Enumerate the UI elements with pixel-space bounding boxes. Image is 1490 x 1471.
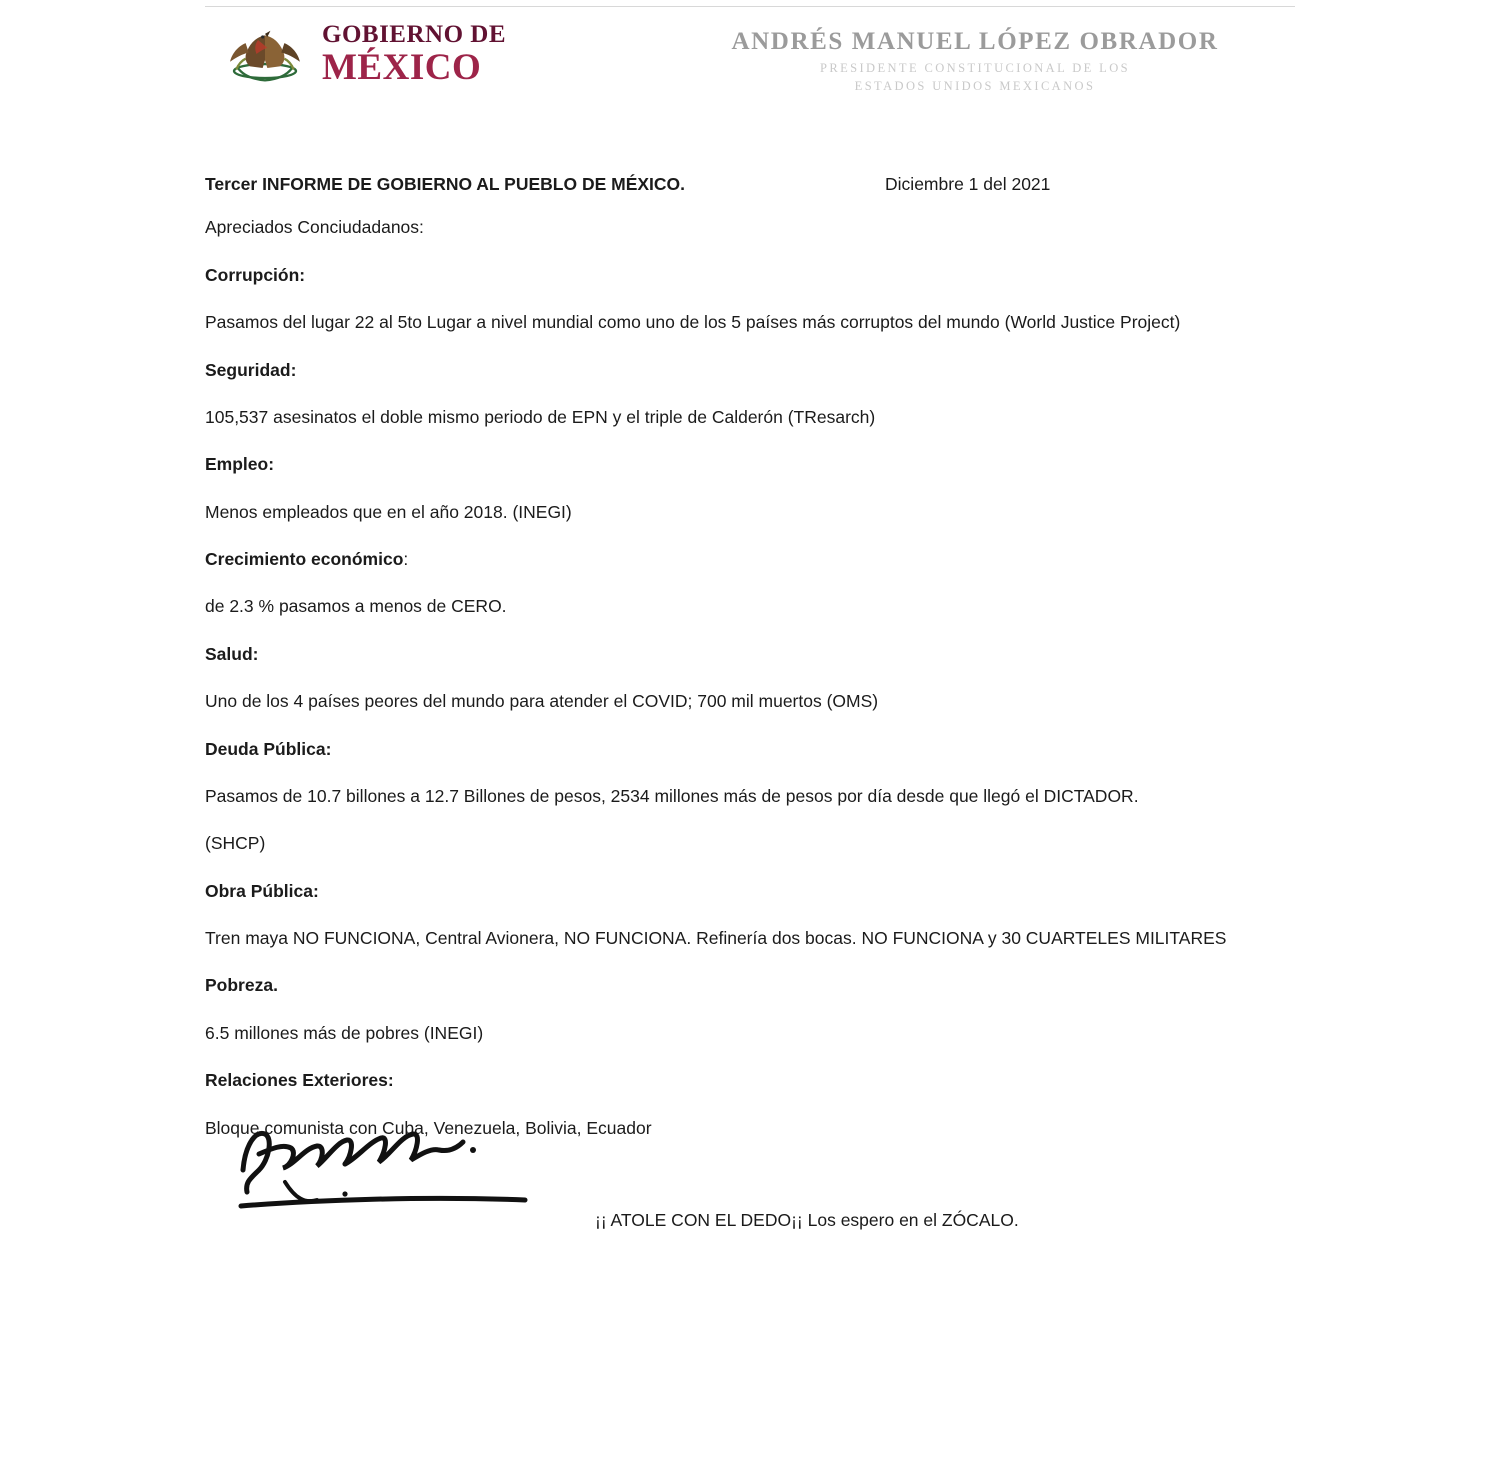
section-heading-empleo: Empleo: <box>205 454 275 475</box>
mexican-coat-of-arms-icon <box>222 23 308 85</box>
president-subtitle-line2: ESTADOS UNIDOS MEXICANOS <box>854 79 1096 93</box>
section-body-deuda-publica-source: (SHCP) <box>205 833 266 854</box>
section-body-deuda-publica: Pasamos de 10.7 billones a 12.7 Billones de pesos, 2534 millones más de pesos por día desde que llegó el DICTADOR. <box>205 785 1139 806</box>
section-heading-pobreza: Pobreza. <box>205 975 278 996</box>
brand-text <box>322 22 506 86</box>
header-divider <box>205 6 1295 7</box>
president-subtitle-line1: PRESIDENTE CONSTITUCIONAL DE LOS <box>819 61 1130 75</box>
president-header <box>730 28 1220 94</box>
government-brand <box>222 22 506 86</box>
section-heading-crecimiento-economico-suffix: : <box>403 549 409 569</box>
section-body-obra-publica: Tren maya NO FUNCIONA, Central Avionera, NO FUNCIONA. Refinería dos bocas. NO FUNCIONA y 30 CUARTELES MILITARES <box>205 928 1227 948</box>
closing-line: ¡¡ ATOLE CON EL DEDO¡¡ Los espero en el ZÓCALO. <box>595 1210 1019 1230</box>
section-body-crecimiento-economico: de 2.3 % pasamos a menos de CERO. <box>205 596 507 617</box>
section-heading-crecimiento-economico-text: Crecimiento económico <box>205 549 404 569</box>
section-heading-corrupcion: Corrupción: <box>205 264 306 285</box>
letterhead <box>0 0 1490 110</box>
section-body-relaciones-exteriores: Bloque comunista con Cuba, Venezuela, Bolivia, Ecuador <box>205 1117 652 1138</box>
section-body-corrupcion: Pasamos del lugar 22 al 5to Lugar a nivel mundial como uno de los 5 países más corruptos del mundo (World Justice Project) <box>205 312 1181 333</box>
section-body-empleo: Menos empleados que en el año 2018. (INEGI) <box>205 501 572 522</box>
handwritten-signature-icon <box>225 1108 625 1213</box>
section-heading-relaciones-exteriores: Relaciones Exteriores: <box>205 1070 394 1091</box>
section-body-pobreza: 6.5 millones más de pobres (INEGI) <box>205 1022 484 1043</box>
section-heading-crecimiento-economico <box>205 547 1340 572</box>
president-name: ANDRÉS MANUEL LÓPEZ OBRADOR <box>731 28 1219 55</box>
section-body-seguridad: 105,537 asesinatos el doble mismo periodo de EPN y el triple de Calderón (TResarch) <box>205 406 876 427</box>
page-title: Tercer INFORME DE GOBIERNO AL PUEBLO DE MÉXICO. <box>205 174 686 194</box>
section-heading-seguridad: Seguridad: <box>205 359 297 380</box>
section-heading-salud: Salud: <box>205 643 259 664</box>
section-heading-obra-publica: Obra Pública: <box>205 880 319 901</box>
salutation: Apreciados Conciudadanos: <box>205 217 424 238</box>
section-body-salud: Uno de los 4 países peores del mundo para atender el COVID; 700 mil muertos (OMS) <box>205 691 879 712</box>
document-body <box>205 172 1340 1163</box>
brand-line-mexico: MÉXICO <box>322 47 482 88</box>
section-heading-deuda-publica: Deuda Pública: <box>205 738 332 759</box>
document-date: Diciembre 1 del 2021 <box>885 174 1051 194</box>
brand-line-gobierno: GOBIERNO DE <box>322 21 507 48</box>
document-title-row <box>205 172 1340 197</box>
